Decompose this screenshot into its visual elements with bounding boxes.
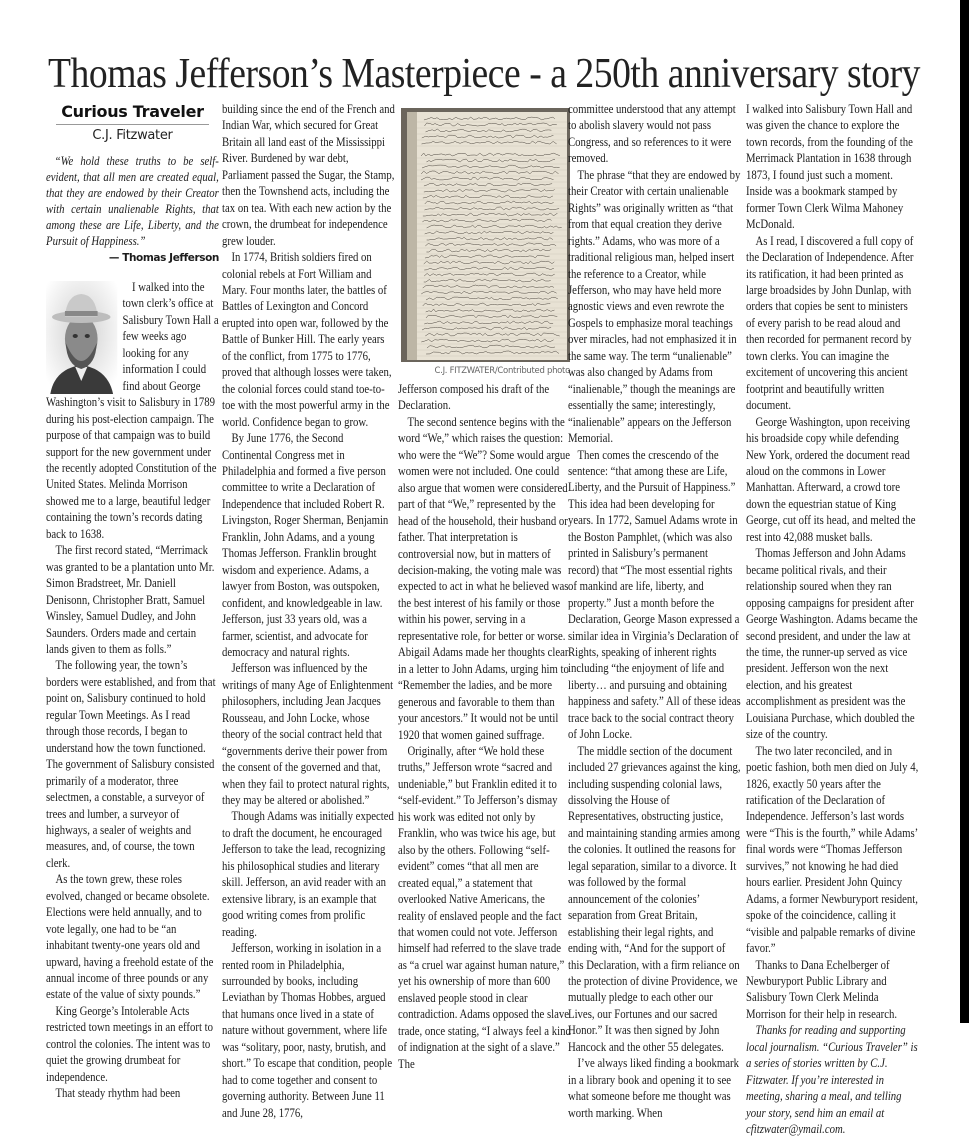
article-paragraph: Thanks for reading and supporting local journalism. “Curious Traveler” is a series of stories written by C.J. Fitzwater. If you’re interested in meeting, sharing a meal, and telling your story, send him an email at cfitzwater@ymail.com.: [746, 1023, 918, 1137]
article-paragraph: Then comes the crescendo of the sentence: “that among these are Life, Liberty, and the Pursuit of Happiness.” This idea had been developing for years. In 1772, Samuel Adams wrote in the Boston Pamphlet, (which was also printed in Salisbury’s permanent record) that “The most essential rights of mankind are life, liberty, and property.” Just a month before the Declaration, George Mason expressed a similar idea in Virginia’s Declaration of Rights, speaking of inherent rights including “the enjoyment of life and liberty… and pursuing and obtaining happiness and safety.” All of these ideas trace back to the social contract theory of John Locke.: [568, 447, 741, 742]
article-paragraph: I walked into the town clerk’s office at Salisbury Town Hall a few weeks ago looking for any information I could find about George Washington’s visit to Salisbury in 1789 during his post-election campaign. The purpose of that campaign was to build support for the new government under the recently adopted Constitution of the United States. Melinda Morrison showed me to a large, beautiful ledger containing the town’s records dating back to 1638.: [46, 280, 219, 541]
photo-caption: C.J. FITZWATER/Contributed photo: [434, 366, 570, 376]
author-headshot: [46, 281, 117, 394]
article-paragraph: Originally, after “We hold these truths,” Jefferson wrote “sacred and undeniable,” but Franklin edited it to “self-evident.” To Jefferson’s dismay his work was edited not only by Franklin, who was twice his age, but also by the others. Following “self-evident” comes “that all men are created equal,” a statement that overlooked Native Americans, the reality of enslaved people and the fact that women could not vote. Jefferson himself had referred to the slave trade as “a cruel war against human nature,” yet his ownership of more than 600 enslaved people stood in clear contradiction. Adams opposed the slave trade, once stating, “I always feel a kind of indignation at the sight of a slave.” The: [398, 743, 571, 1071]
article-paragraph: The second sentence begins with the word “We,” which raises the question: who were the “We”? Some would argue women were not included. One could also argue that women were considered part of that “We,” represented by the head of the household, their husband or father. That interpretation is controversial now, but in matters of decision-making, the voting male was expected to act in what he believed was the best interest of his family or those within his power, serving in a representative role, for better or worse. Abigail Adams made her thoughts clear in a letter to John Adams, urging him to “Remember the ladies, and be more generous and favorable to them than your ancestors.” It would not be until 1920 that women gained suffrage.: [398, 414, 571, 742]
article-column-1: [46, 279, 219, 1102]
epigraph-quote: “We hold these truths to be self-evident, that all men are created equal, that they are endowed by their Creator with certain unalienable Rights, that among these are Life, Liberty, and the Pursuit of Happiness.”: [46, 154, 219, 248]
article-column-5: [746, 101, 919, 1138]
article-paragraph: King George’s Intolerable Acts restricted town meetings in an effort to control the colonies. The intent was to quiet the growing drumbeat for independence.: [46, 1003, 213, 1084]
article-paragraph: George Washington, upon receiving his broadside copy while defending New York, ordered the document read aloud on the commons in Lower Manhattan. Afterward, a crowd tore down the equestrian statue of King George, cut off its head, and melted the rest into 42,088 musket balls.: [746, 414, 916, 544]
article-paragraph: Jefferson was influenced by the writings of many Age of Enlightenment philosophers, including Jean Jacques Rousseau, and John Locke, whose theory of the social contract held that “governments derive their power from the consent of the governed and that, when they fail to protect natural rights, they may be altered or abolished.”: [222, 661, 394, 808]
divider: [56, 124, 209, 125]
column-header: [46, 102, 219, 143]
article-paragraph: I walked into Salisbury Town Hall and was given the chance to explore the town records, from the founding of the Merrimack Plantation in 1638 through 1873, I found just such a moment. Inside was a bookmark stamped by former Town Clerk Wilma Mahoney McDonald.: [746, 102, 913, 232]
article-column-4: [568, 101, 741, 1121]
article-paragraph: The two later reconciled, and in poetic fashion, both men died on July 4, 1826, exactly 50 years after the ratification of the Declaration of Independence. Jefferson’s last words were “This is the fourth,” while Adams’ final words were “Thomas Jefferson survives,” not knowing he had died hours earlier. President John Quincy Adams, a former Newburyport resident, spoke of the coincidence, calling it “visible and palpable remarks of divine favor.”: [746, 743, 919, 956]
epigraph-attribution: — Thomas Jefferson: [108, 252, 219, 264]
article-paragraph: Thanks to Dana Echelberger of Newburyport Public Library and Salisbury Town Clerk Melinda Morrison for their help in research.: [746, 957, 898, 1021]
headline-wrap: [48, 50, 920, 98]
article-column-2: [222, 101, 395, 1121]
article-paragraph: That steady rhythm had been: [55, 1086, 181, 1101]
article-paragraph: Jefferson, working in isolation in a rented room in Philadelphia, surrounded by books, including Leviathan by Thomas Hobbes, argued that humans once lived in a state of nature without government, where life was “solitary, poor, nasty, brutish, and short.” To escape that condition, people had to come together and consent to governing authority. Between June 11 and June 28, 1776,: [222, 941, 393, 1120]
headline: Thomas Jefferson’s Masterpiece - a 250th anniversary story: [48, 51, 920, 97]
screen-edge-bar: [960, 0, 969, 1023]
article-paragraph: The following year, the town’s borders were established, and from that point on, Salisbury continued to hold regular Town Meetings. As I read through those records, I began to understand how the town functioned. The government of Salisbury consisted primarily of a moderator, three selectmen, a constable, a surveyor of trees and lumber, a surveyor of highways, a sealer of weights and measures, and, of course, the town clerk.: [46, 658, 216, 870]
column-name: Curious Traveler: [61, 102, 204, 121]
ledger-photo: [401, 108, 570, 362]
article-column-3: [398, 381, 571, 1072]
article-paragraph: Though Adams was initially expected to draft the document, he encouraged Jefferson to take the lead, recognizing his philosophical studies and literary skill. Jefferson, an avid reader with an extensive library, is an example that good writing comes from prolific reading.: [222, 809, 394, 939]
author-portrait-icon: [46, 281, 117, 394]
article-paragraph: The first record stated, “Merrimack was granted to be a plantation unto Mr. Simon Bradstreet, Mr. Daniell Denisonn, Christopher Bratt, Samuel Winsley, Samuel Dudley, and John Saunders. Orders made and certain lands given to them as folls.”: [46, 543, 215, 656]
article-paragraph: committee understood that any attempt to abolish slavery would not pass Congress, and so references to it were removed.: [568, 102, 736, 166]
byline: C.J. Fitzwater: [92, 128, 173, 143]
article-paragraph: The phrase “that they are endowed by their Creator with certain unalienable Rights” was originally written as “that from that equal creation they derive rights.” Adams, who was more of a traditional religious man, helped insert the reference to a Creator, while Jefferson, who may have held more agnostic views and even rewrote the Gospels to emphasize moral teachings over miracles, had not emphasized it in the same way. The term “unalienable” was also changed by Adams from “inalienable,” though the meanings are essentially the same; interestingly, “inalienable” appears on the Jefferson Memorial.: [568, 167, 741, 446]
article-paragraph: Jefferson composed his draft of the Declaration.: [398, 382, 550, 413]
article-paragraph: The middle section of the document included 27 grievances against the king, including suspending colonial laws, dissolving the House of Representatives, obstructing justice, and maintaining standing armies among the colonies. It outlined the reasons for legal separation, similar to a divorce. It was followed by the formal announcement of the colonies’ separation from Great Britain, establishing their legal rights, and ending with, “And for the support of this Declaration, with a firm reliance on the protection of divine Providence, we mutually pledge to each other our Lives, our Fortunes and our sacred Honor.” It was then signed by John Hancock and the other 55 delegates.: [568, 743, 741, 1054]
article-paragraph: As the town grew, these roles evolved, changed or became obsolete. Elections were held annually, and to vote legally, one had to be “an inhabitant twenty-one years old and upward, having a freehold estate of the annual income of three pounds or any estate of the value of sixty pounds.”: [46, 872, 214, 1002]
handwritten-ledger-image: [401, 108, 570, 362]
article-paragraph: By June 1776, the Second Continental Congress met in Philadelphia and formed a five person committee to write a Declaration of Independence that included Robert R. Livingston, Roger Sherman, Benjamin Franklin, John Adams, and a young Thomas Jefferson. Franklin brought wisdom and experience. Adams, a lawyer from Boston, was outspoken, confident, and knowledgeable in law. Jefferson, just 33 years old, was a farmer, scientist, and advocate for democracy and natural rights.: [222, 431, 389, 659]
article-paragraph: building since the end of the French and Indian War, which secured for Great Britain all land east of the Mississippi River. Burdened by war debt, Parliament passed the Sugar, the Stamp, then the Townshend acts, including the tax on tea. With each new action by the crown, the drumbeat for independence grew louder.: [222, 102, 395, 248]
article-paragraph: I’ve always liked finding a bookmark in a library book and opening it to see what someone before me thought was worth marking. When: [568, 1056, 739, 1120]
article-paragraph: As I read, I discovered a full copy of the Declaration of Independence. After its ratification, it had been printed as large broadsides by John Dunlap, with orders that copies be sent to ministers of every parish to be read aloud and then recorded for permanent record by town clerks. You can imagine the excitement of uncovering this ancient footprint and beautifully written document.: [746, 233, 914, 413]
article-paragraph: Thomas Jefferson and John Adams became political rivals, and their relationship soured when they ran opposing campaigns for president after George Washington. Adams became the second president, and under the law at the time, the runner-up served as vice president. Jefferson won the next election, and his greatest accomplishment as president was the Louisiana Purchase, which doubled the size of the country.: [746, 546, 918, 742]
article-paragraph: In 1774, British soldiers fired on colonial rebels at Fort William and Mary. Four months later, the battles of Battles of Lexington and Concord erupted into open war, followed by the Battle of Bunker Hill. The early years of the conflict, from 1775 to 1776, proved that although losses were taken, the colonial forces could stand toe-to-toe with the most powerful army in the world. Confidence began to grow.: [222, 250, 392, 429]
left-column-stack: [46, 102, 219, 1102]
